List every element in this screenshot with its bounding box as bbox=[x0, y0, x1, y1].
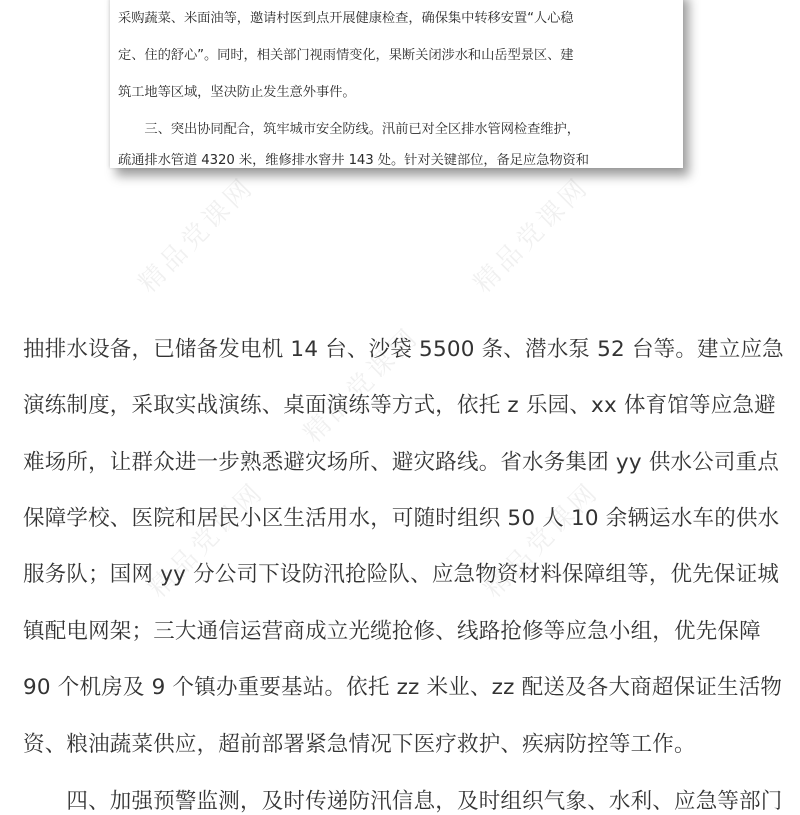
body-text-line: 保障学校、医院和居民小区生活用水，可随时组织 50 人 10 余辆运水车的供水 bbox=[23, 506, 780, 531]
watermark: 精品党课网 bbox=[133, 171, 261, 299]
watermark: 精品党课网 bbox=[143, 476, 271, 604]
card-text-line: 三、突出协同配合，筑牢城市安全防线。汛前已对全区排水管网检查维护， bbox=[118, 122, 580, 137]
body-text-line: 90 个机房及 9 个镇办重要基站。依托 zz 米业、zz 配送及各大商超保证生活物 bbox=[23, 675, 783, 700]
card-text-line: 筑工地等区域，坚决防止发生意外事件。 bbox=[118, 85, 356, 100]
body-text-line: 演练制度，采取实战演练、桌面演练等方式，依托 z 乐园、xx 体育馆等应急避 bbox=[23, 393, 776, 418]
watermark: 精品党课网 bbox=[298, 321, 426, 449]
watermark: 精品党课网 bbox=[468, 171, 596, 299]
previous-page-card bbox=[110, 0, 683, 168]
card-text-line: 定、住的舒心”。同时，相关部门视雨情变化，果断关闭涉水和山岳型景区、建 bbox=[118, 48, 574, 63]
body-text-line: 四、加强预警监测，及时传递防汛信息，及时组织气象、水利、应急等部门 bbox=[23, 789, 783, 814]
body-text-line: 抽排水设备，已储备发电机 14 台、沙袋 5500 条、潜水泵 52 台等。建立应急 bbox=[23, 337, 784, 362]
card-text-line: 采购蔬菜、米面油等，邀请村医到点开展健康检查，确保集中转移安置“人心稳 bbox=[118, 11, 574, 26]
body-text-line: 镇配电网架；三大通信运营商成立光缆抢修、线路抢修等应急小组，优先保障 bbox=[23, 619, 761, 644]
card-text-line: 疏通排水管道 4320 米，维修排水窨井 143 处。针对关键部位，备足应急物资和 bbox=[118, 153, 589, 168]
watermark: 精品党课网 bbox=[478, 476, 606, 604]
body-text-line: 难场所，让群众进一步熟悉避灾场所、避灾路线。省水务集团 yy 供水公司重点 bbox=[23, 450, 780, 475]
body-text-line: 资、粮油蔬菜供应，超前部署紧急情况下医疗救护、疾病防控等工作。 bbox=[23, 732, 696, 757]
body-text-line: 服务队；国网 yy 分公司下设防汛抢险队、应急物资材料保障组等，优先保证城 bbox=[23, 562, 780, 587]
